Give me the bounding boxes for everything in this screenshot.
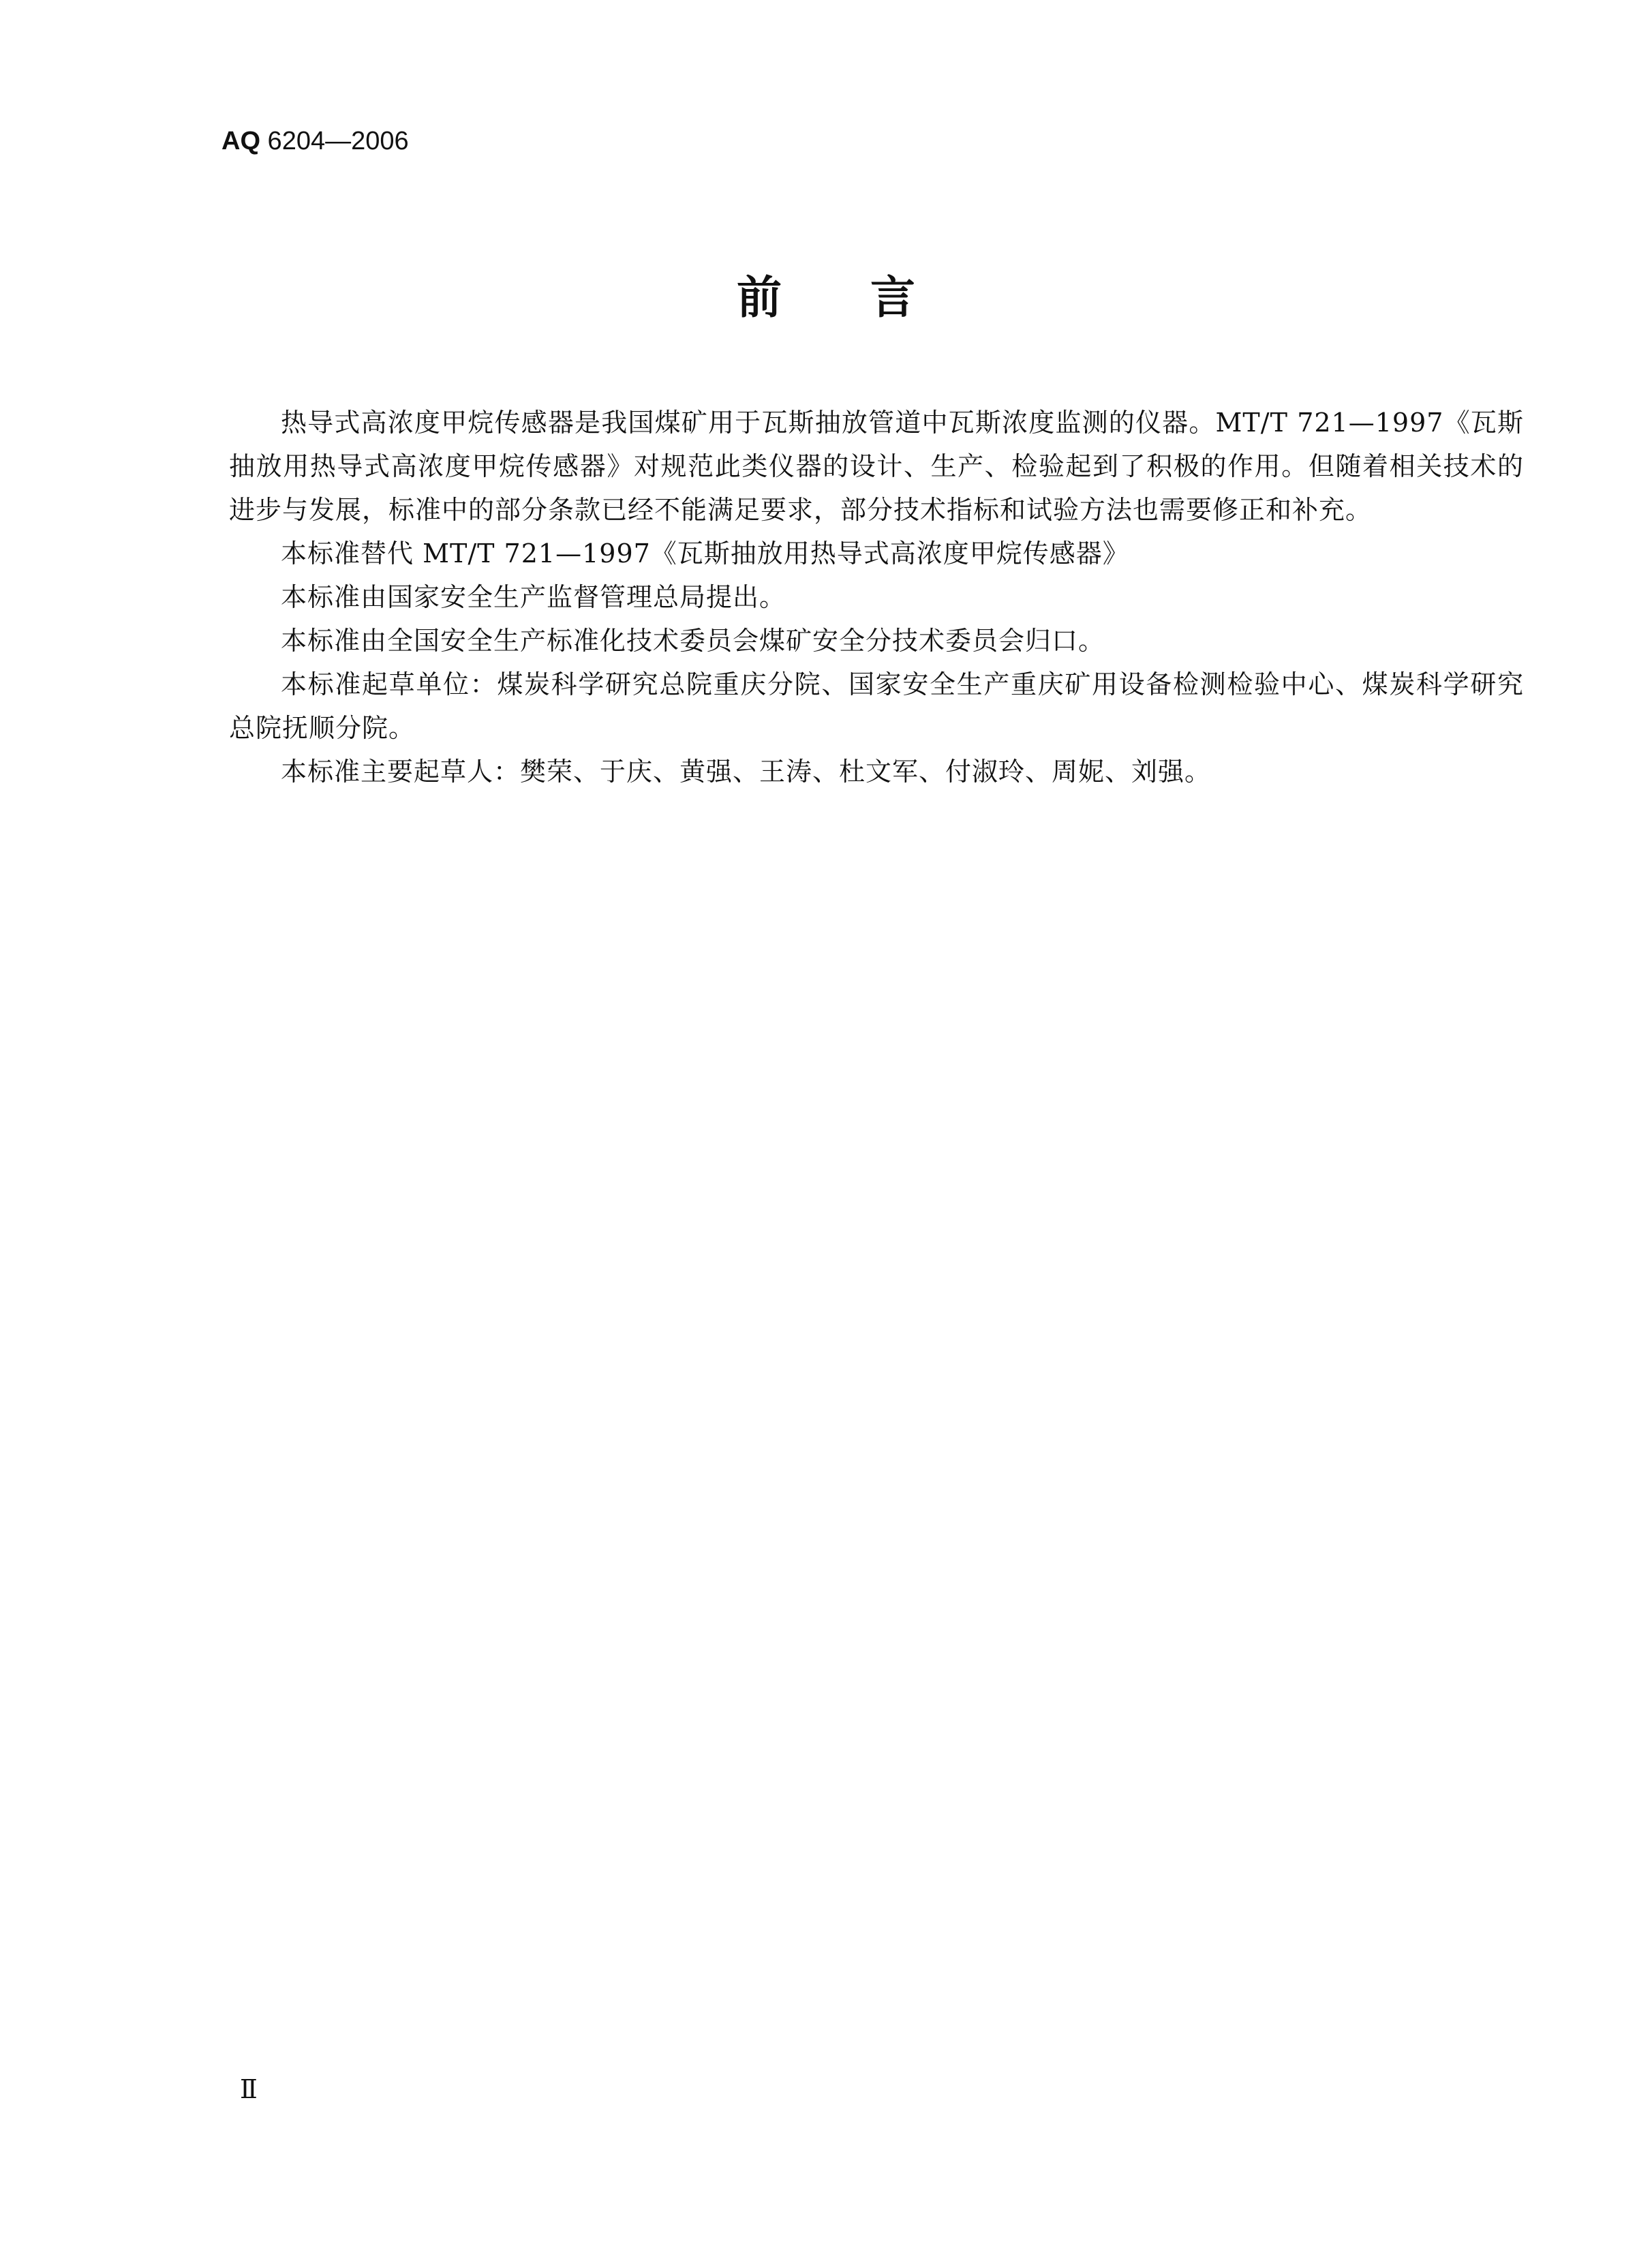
standard-code-number: 6204—2006 [260,127,409,155]
paragraph-intro: 热导式高浓度甲烷传感器是我国煤矿用于瓦斯抽放管道中瓦斯浓度监测的仪器。MT/T 721—1997《瓦斯抽放用热导式高浓度甲烷传感器》对规范此类仪器的设计、生产、检验起到了积极的作用。但随着相关技术的进步与发展，标准中的部分条款已经不能满足要求，部分技术指标和试验方法也需要修正和补充。 [229,408,1524,525]
paragraph-drafters: 本标准主要起草人：樊荣、于庆、黄强、王涛、杜文军、付淑玲、周妮、刘强。 [281,757,1212,787]
paragraph-replaces: 本标准替代 MT/T 721—1997《瓦斯抽放用热导式高浓度甲烷传感器》 [281,538,1129,568]
paragraph-centralized-by: 本标准由全国安全生产标准化技术委员会煤矿安全分技术委员会归口。 [281,626,1105,656]
standard-code [221,124,409,158]
paragraph-drafting-units: 本标准起草单位：煤炭科学研究总院重庆分院、国家安全生产重庆矿用设备检测检验中心、煤炭科学研究总院抚顺分院。 [229,669,1524,743]
page-number: Ⅱ [240,2074,258,2104]
foreword-body [229,401,1524,793]
page-title: 前言 [737,271,1004,324]
standard-code-prefix: AQ [221,127,260,155]
paragraph-proposed-by: 本标准由国家安全生产监督管理总局提出。 [281,582,786,612]
